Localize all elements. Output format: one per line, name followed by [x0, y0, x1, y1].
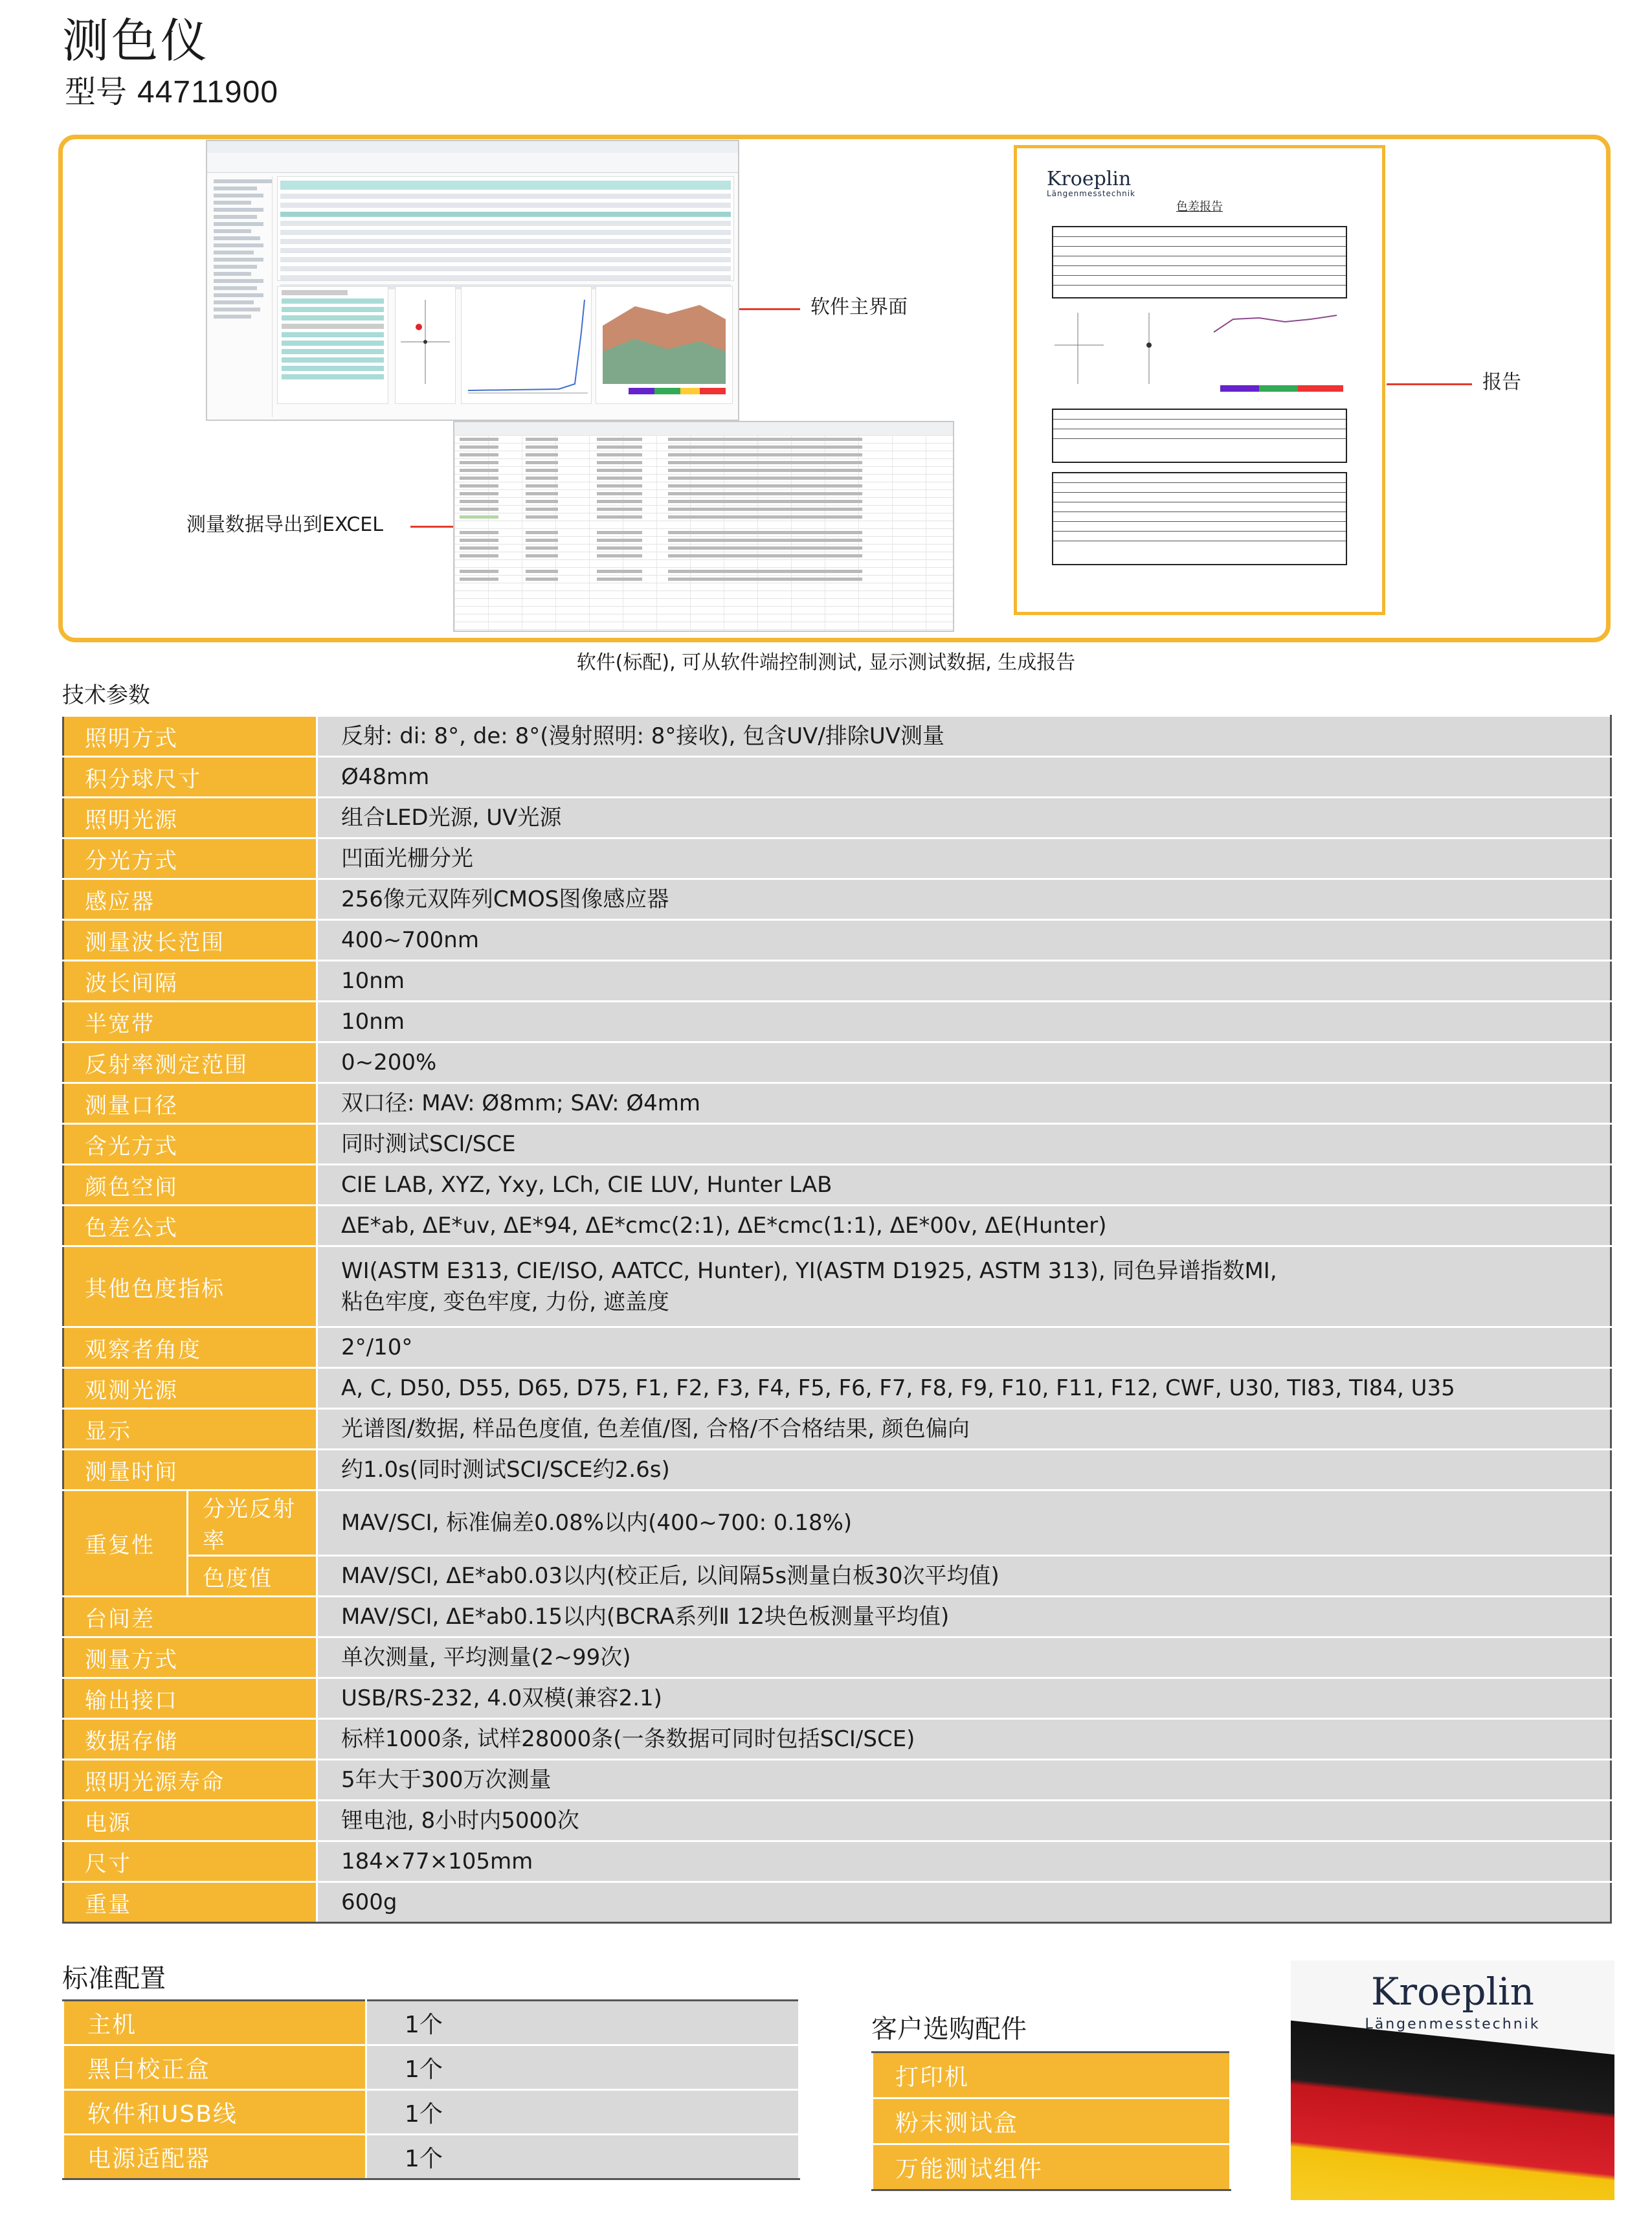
- spec-row: [63, 1882, 1611, 1923]
- spec-value: 同时测试SCI/SCE: [317, 1124, 1611, 1165]
- spec-row: [63, 1083, 1611, 1124]
- spec-value: USB/RS-232, 4.0双模(兼容2.1): [317, 1678, 1611, 1719]
- spec-key: 观察者角度: [63, 1327, 317, 1368]
- spec-value: A, C, D50, D55, D65, D75, F1, F2, F3, F4, F5, F6, F7, F8, F9, F10, F11, F12, CWF, U30, TI83, TI84, U35: [317, 1368, 1611, 1409]
- spec-row: [63, 757, 1611, 798]
- spec-value: 凹面光栅分光: [317, 838, 1611, 879]
- spec-row: [63, 1246, 1611, 1327]
- spec-value: ΔE*ab, ΔE*uv, ΔE*94, ΔE*cmc(2:1), ΔE*cmc(1:1), ΔE*00v, ΔE(Hunter): [317, 1206, 1611, 1246]
- spec-row: [63, 716, 1611, 757]
- spec-value: 400~700nm: [317, 920, 1611, 961]
- report-color-table: [1052, 409, 1347, 463]
- model-line: [65, 73, 278, 112]
- spec-key: 照明光源: [63, 798, 317, 838]
- spec-value: MAV/SCI, ΔE*ab0.03以内(校正后, 以间隔5s测量白板30次平均值): [317, 1556, 1611, 1597]
- spec-key: 其他色度指标: [63, 1246, 317, 1327]
- spec-value: 光谱图/数据, 样品色度值, 色差值/图, 合格/不合格结果, 颜色偏向: [317, 1409, 1611, 1450]
- spec-key: 重量: [63, 1882, 317, 1923]
- spec-key: 测量方式: [63, 1637, 317, 1678]
- spec-value: MAV/SCI, 标准偏差0.08%以内(400~700: 0.18%): [317, 1490, 1611, 1556]
- spec-value: 组合LED光源, UV光源: [317, 798, 1611, 838]
- spec-key: 重复性: [63, 1490, 188, 1597]
- brand-logo: Kroeplin: [1371, 1970, 1534, 2014]
- spec-value: 256像元双阵列CMOS图像感应器: [317, 879, 1611, 920]
- software-area-plot: [596, 286, 733, 404]
- spec-key: 观测光源: [63, 1368, 317, 1409]
- spec-value-line: WI(ASTM E313, CIE/ISO, AATCC, Hunter), YI(ASTM D1925, ASTM 313), 同色异谱指数MI,: [341, 1258, 1277, 1284]
- spec-row: [63, 1124, 1611, 1165]
- spec-key: 数据存储: [63, 1719, 317, 1760]
- spec-value: 184×77×105mm: [317, 1841, 1611, 1882]
- spec-key: 波长间隔: [63, 961, 317, 1002]
- spec-value: 2°/10°: [317, 1327, 1611, 1368]
- software-values-panel: [277, 286, 388, 404]
- spec-row: [63, 1719, 1611, 1760]
- spec-value: 约1.0s(同时测试SCI/SCE约2.6s): [317, 1450, 1611, 1490]
- spec-value: Ø48mm: [317, 757, 1611, 798]
- standard-table: [62, 1999, 800, 2180]
- spec-value: MAV/SCI, ΔE*ab0.15以内(BCRA系列Ⅱ 12块色板测量平均值): [317, 1597, 1611, 1637]
- spec-value: 10nm: [317, 1002, 1611, 1042]
- spec-key: 测量时间: [63, 1450, 317, 1490]
- spec-key: 照明光源寿命: [63, 1760, 317, 1801]
- spec-row: [63, 1002, 1611, 1042]
- spec-row: [63, 798, 1611, 838]
- spec-row: [63, 1678, 1611, 1719]
- spec-value: 10nm: [317, 961, 1611, 1002]
- specs-title: 技术参数: [62, 682, 150, 708]
- spec-key: 输出接口: [63, 1678, 317, 1719]
- spec-value: 600g: [317, 1882, 1611, 1923]
- spec-row: [63, 1450, 1611, 1490]
- excel-screenshot: [453, 421, 954, 632]
- software-toolbar: [207, 153, 738, 173]
- spec-value: 双口径: MAV: Ø8mm; SAV: Ø4mm: [317, 1083, 1611, 1124]
- spec-key: 尺寸: [63, 1841, 317, 1882]
- software-spectrum-plot: [461, 286, 592, 404]
- standard-value: 1个: [366, 2045, 799, 2090]
- brand-subtitle: Längenmesstechnik: [1365, 2016, 1541, 2032]
- standard-row: [63, 2045, 799, 2090]
- spec-row: [63, 1368, 1611, 1409]
- standard-value: 1个: [366, 2135, 799, 2179]
- spec-value: 5年大于300万次测量: [317, 1760, 1611, 1801]
- standard-title: 标准配置: [62, 1964, 166, 1994]
- spec-row: [63, 1760, 1611, 1801]
- spec-row: [63, 879, 1611, 920]
- spec-key: 照明方式: [63, 716, 317, 757]
- optional-row: [873, 2144, 1231, 2190]
- spec-value: CIE LAB, XYZ, Yxy, LCh, CIE LUV, Hunter LAB: [317, 1165, 1611, 1206]
- standard-row: [63, 2135, 799, 2179]
- spec-key: 台间差: [63, 1597, 317, 1637]
- report-preview: [1014, 145, 1385, 615]
- spec-row: [63, 1327, 1611, 1368]
- callout-line-excel: [410, 526, 453, 528]
- model-label: 型号: [65, 74, 128, 110]
- standard-key: 黑白校正盒: [63, 2045, 366, 2090]
- report-info-table: [1052, 226, 1347, 298]
- spec-subkey: 分光反射率: [188, 1490, 317, 1556]
- model-number: 44711900: [137, 75, 279, 109]
- standard-row: [63, 2090, 799, 2135]
- spec-row: [63, 961, 1611, 1002]
- spec-key: 反射率测定范围: [63, 1042, 317, 1083]
- spec-key: 显示: [63, 1409, 317, 1450]
- spec-value: 0~200%: [317, 1042, 1611, 1083]
- spec-value: 锂电池, 8小时内5000次: [317, 1801, 1611, 1841]
- spec-subkey: 色度值: [188, 1556, 317, 1597]
- optional-item: 万能测试组件: [873, 2144, 1231, 2190]
- spec-row: [63, 1801, 1611, 1841]
- optional-item: 粉末测试盒: [873, 2098, 1231, 2144]
- optional-item: 打印机: [873, 2052, 1231, 2098]
- spec-row: [63, 1165, 1611, 1206]
- callout-line-report: [1387, 383, 1472, 385]
- spec-value: 反射: di: 8°, de: 8°(漫射照明: 8°接收), 包含UV/排除UV测量: [317, 716, 1611, 757]
- callout-excel: 测量数据导出到EXCEL: [186, 513, 383, 536]
- callout-line-software: [739, 308, 800, 310]
- standard-key: 软件和USB线: [63, 2090, 366, 2135]
- spec-row: [63, 1206, 1611, 1246]
- standard-value: 1个: [366, 2001, 799, 2045]
- specs-table: [62, 715, 1612, 1924]
- callout-report: 报告: [1482, 371, 1521, 394]
- report-title: 色差报告: [1176, 200, 1223, 214]
- showcase-caption: 软件(标配), 可从软件端控制测试, 显示测试数据, 生成报告: [576, 651, 1076, 674]
- standard-key: 主机: [63, 2001, 366, 2045]
- spec-key: 积分球尺寸: [63, 757, 317, 798]
- report-diff-table: [1052, 472, 1347, 565]
- spec-key: 测量波长范围: [63, 920, 317, 961]
- spec-row: [63, 1597, 1611, 1637]
- callout-software: 软件主界面: [810, 296, 908, 319]
- spec-key: 色差公式: [63, 1206, 317, 1246]
- spec-row: [63, 1042, 1611, 1083]
- german-flag-graphic: [1291, 2018, 1614, 2200]
- spec-value-line: 粘色牢度, 变色牢度, 力份, 遮盖度: [341, 1289, 669, 1315]
- excel-grid: [454, 435, 953, 631]
- standard-key: 电源适配器: [63, 2135, 366, 2179]
- software-screenshot: [206, 140, 739, 421]
- spec-row: [63, 1841, 1611, 1882]
- optional-row: [873, 2052, 1231, 2098]
- optional-table: [871, 2051, 1231, 2191]
- spec-key: 颜色空间: [63, 1165, 317, 1206]
- brand-panel: [1291, 1961, 1614, 2200]
- spec-row: [63, 1637, 1611, 1678]
- spec-row: [63, 920, 1611, 961]
- optional-row: [873, 2098, 1231, 2144]
- spec-key: 分光方式: [63, 838, 317, 879]
- spec-row: [63, 1490, 1611, 1556]
- spec-value: 标样1000条, 试样28000条(一条数据可同时包括SCI/SCE): [317, 1719, 1611, 1760]
- standard-row: [63, 2001, 799, 2045]
- spec-row: [63, 1556, 1611, 1597]
- optional-title: 客户选购配件: [871, 2014, 1027, 2044]
- spec-key: 感应器: [63, 879, 317, 920]
- software-titlebar: [207, 141, 738, 153]
- software-color-diff-plot: [395, 286, 456, 404]
- spec-key: 半宽带: [63, 1002, 317, 1042]
- software-table: [277, 176, 734, 281]
- report-charts: [1052, 306, 1347, 397]
- report-logo: Kroeplin Längenmesstechnik: [1047, 168, 1136, 198]
- spec-key: 测量口径: [63, 1083, 317, 1124]
- spec-key: 含光方式: [63, 1124, 317, 1165]
- spec-value: 单次测量, 平均测量(2~99次): [317, 1637, 1611, 1678]
- excel-formula-bar: [454, 422, 953, 436]
- page-title: 测色仪: [62, 14, 210, 68]
- spec-row: [63, 838, 1611, 879]
- spec-key: 电源: [63, 1801, 317, 1841]
- spec-value: [317, 1246, 1611, 1327]
- standard-value: 1个: [366, 2090, 799, 2135]
- software-tree: [210, 176, 273, 417]
- spec-row: [63, 1409, 1611, 1450]
